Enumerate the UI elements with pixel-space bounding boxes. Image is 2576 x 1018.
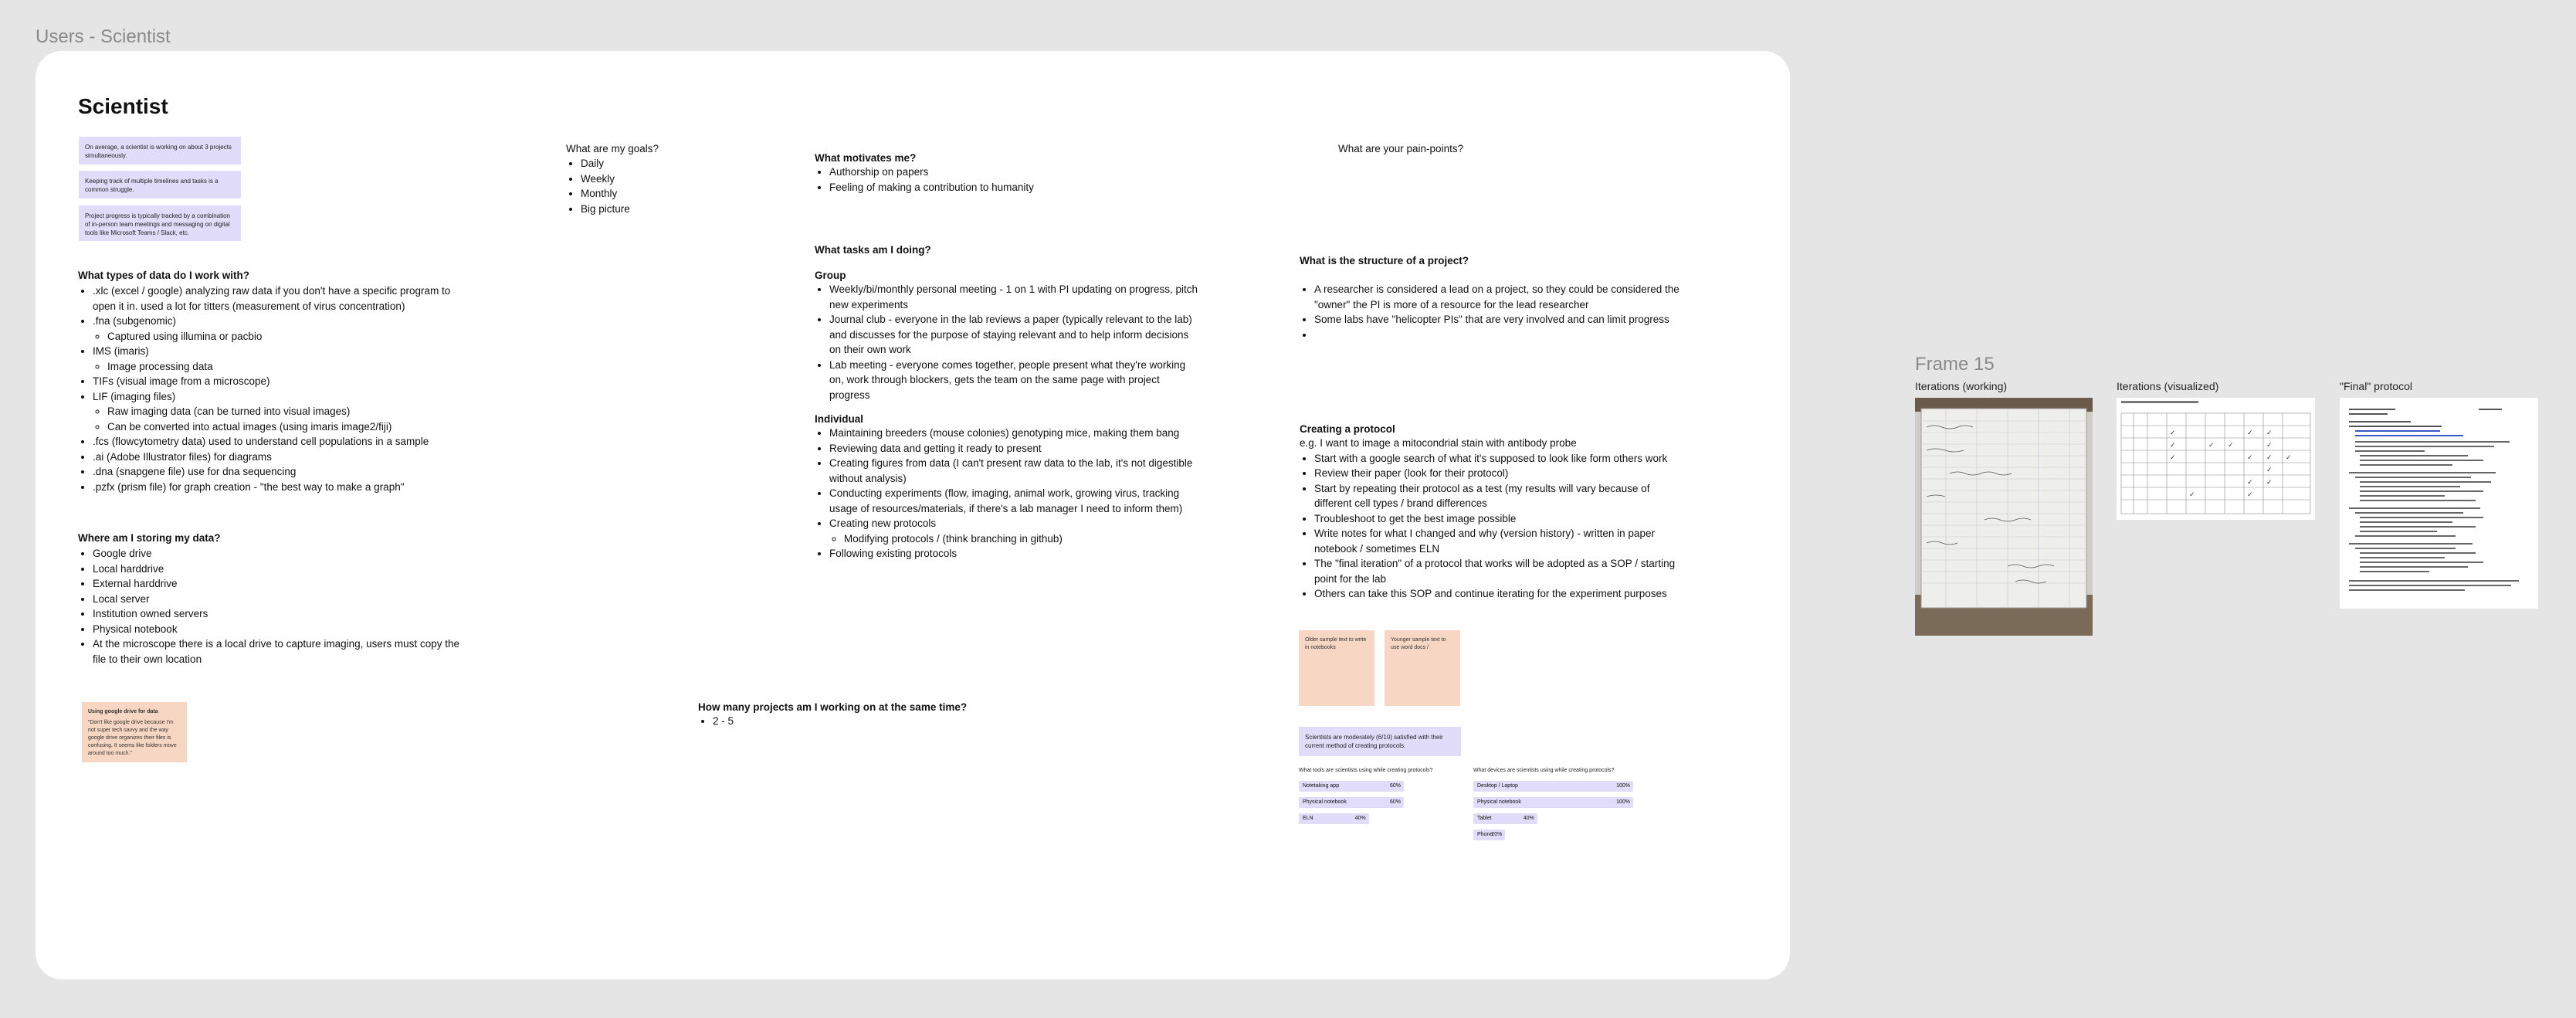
projects-count-list [698,714,967,729]
survey-devices-chart [1473,781,1633,840]
svg-text:✓: ✓ [2189,491,2195,499]
data-types-list [78,283,464,494]
structure-heading: What is the structure of a project? [1300,255,1469,266]
list-item: • .pzfx (prism file) for graph creation - "the best way to make a graph" [93,480,464,495]
sticky-google-drive[interactable] [82,702,187,762]
persona-title: Scientist [78,94,168,118]
list-item: • Weekly/bi/monthly personal meeting - 1 on 1 with PI updating on progress, pitch new experiments [829,282,1201,312]
protocol-section [1300,423,1686,602]
list-item: • External harddrive [93,576,464,592]
group-list [815,282,1201,402]
survey-tools-title: What tools are scientists using while creating protocols? [1299,768,1433,773]
bar-notetaking-app: Notetaking app 60% [1299,781,1404,792]
list-item: ◦ Captured using illumina or pacbio [107,329,464,344]
structure-list [1300,282,1686,342]
list-item: • Big picture [581,202,659,217]
bar-tablet: Tablet 40% [1473,813,1537,824]
sticky-note[interactable]: Project progress is typically tracked by a combination of in-person team meetings and messaging on digital tools like Microsoft Teams / Slack, etc. [79,205,241,241]
bar-phone: Phone 20% [1473,830,1505,840]
goals-section [566,143,659,216]
list-item: ◦ Can be converted into actual images (using imaris image2/fiji) [107,419,464,435]
list-item: • Start with a google search of what it's supposed to look like form others work [1314,451,1686,467]
sticky-body: "Don't like google drive because I'm not super tech savvy and the way google drive organizes their files is confusing. It seems like folders move around too much." [88,720,177,756]
sticky-note[interactable]: Older sample text to write in notebooks [1299,630,1374,706]
satisfaction-sticky[interactable]: Scientists are moderately (6/10) satisfied with their current method of creating protocols. [1299,727,1461,756]
list-item: • Local harddrive [93,562,464,577]
list-item: • Review their paper (look for their protocol) [1314,466,1686,481]
individual-list [815,426,1201,562]
final-protocol-image[interactable] [2340,398,2538,609]
goals-heading: What are my goals? [566,143,659,154]
list-item: • .fcs (flowcytometry data) used to understand cell populations in a sample [93,434,464,450]
list-item: • Creating figures from data (I can't present raw data to the lab, it's not digestible without analysis) [829,456,1201,486]
protocol-intro: e.g. I want to image a mitocondrial stain with antibody probe [1300,437,1577,449]
list-item: • Creating new protocols ◦ Modifying protocols / (think branching in github) [829,516,1201,546]
bar-physical-notebook: Physical notebook 100% [1473,797,1633,808]
svg-text:✓: ✓ [2266,479,2273,487]
sticky-note[interactable]: Younger sample text to use word docs / [1385,630,1460,706]
list-item: • Authorship on papers [829,165,1034,180]
list-item: • IMS (imaris) ◦ Image processing data [93,344,464,374]
list-item: • Lab meeting - everyone comes together, people present what they're working on, work through blockers, gets the team on the same page with project progress [829,358,1201,403]
storage-heading: Where am I storing my data? [78,532,221,544]
svg-text:✓: ✓ [2170,442,2176,450]
structure-section [1300,255,1686,342]
list-item: • .xlc (excel / google) analyzing raw data if you don't have a specific program to open it in. used a lot for titters (measurement of virus concentration) [93,283,464,314]
list-item: • Others can take this SOP and continue iterating for the experiment purposes [1314,586,1686,602]
scientist-persona-card [36,51,1790,979]
svg-text:✓: ✓ [2266,429,2273,437]
motivates-list [815,165,1034,195]
svg-text:✓: ✓ [2247,454,2253,462]
list-item: • Start by repeating their protocol as a test (my results will vary because of different cell types / brand differences [1314,481,1686,511]
pain-points-heading: What are your pain-points? [1338,143,1464,154]
sticky-title: Using google drive for data [88,709,158,714]
protocol-list [1300,451,1686,602]
list-item: • 2 - 5 [713,714,967,729]
frame15-label[interactable]: Frame 15 [1915,354,1995,375]
motivates-section [815,152,1034,195]
svg-text:✓: ✓ [2170,429,2176,437]
iterations-visualized-label: Iterations (visualized) [2117,380,2219,392]
list-item: ◦ Raw imaging data (can be turned into visual images) [107,404,464,419]
iterations-visualized-image[interactable] [2117,398,2315,520]
survey-tools-chart [1299,781,1407,824]
bar-physical-notebook: Physical notebook 60% [1299,797,1404,808]
frame-label[interactable]: Users - Scientist [36,26,171,47]
svg-text:✓: ✓ [2170,454,2176,462]
list-item: • Feeling of making a contribution to humanity [829,180,1034,195]
list-item: • .ai (Adobe Illustrator files) for diagrams [93,450,464,465]
svg-text:✓: ✓ [2266,467,2273,474]
list-item: ◦ Image processing data [107,359,464,375]
svg-text:✓: ✓ [2208,442,2215,450]
list-item: • Daily [581,156,659,171]
list-item: • Google drive [93,546,464,562]
list-item: • Write notes for what I changed and why (version history) - written in paper notebook / sometimes ELN [1314,526,1686,556]
list-item: • Physical notebook [93,622,464,637]
list-item: • TIFs (visual image from a microscope) [93,374,464,389]
svg-text:✓: ✓ [2247,479,2253,487]
table-icon [2117,398,2315,520]
goals-list [566,156,659,216]
svg-text:✓: ✓ [2266,442,2273,450]
iterations-working-label: Iterations (working) [1915,380,2008,392]
list-item: • Local server [93,592,464,607]
svg-text:✓: ✓ [2286,454,2292,462]
svg-text:✓: ✓ [2247,429,2253,437]
motivates-heading: What motivates me? [815,152,917,164]
individual-heading: Individual [815,413,864,425]
notebook-photo-icon [1915,398,2093,636]
list-item: • Monthly [581,186,659,202]
survey-devices-title: What devices are scientists using while creating protocols? [1473,768,1615,773]
list-item: • Weekly [581,171,659,187]
svg-text:✓: ✓ [2266,454,2273,462]
tasks-section [815,244,1201,562]
data-types-section [78,270,464,494]
list-item: • .fna (subgenomic) ◦ Captured using illumina or pacbio [93,314,464,344]
list-item: • Some labs have "helicopter PIs" that are very involved and can limit progress [1314,312,1686,327]
svg-text:✓: ✓ [2247,491,2253,499]
document-icon [2340,398,2538,609]
sticky-note[interactable]: Keeping track of multiple timelines and tasks is a common struggle. [79,171,241,199]
list-item: • The "final iteration" of a protocol that works will be adopted as a SOP / starting point for the lab [1314,556,1686,586]
list-item: • LIF (imaging files) ◦ Raw imaging data (can be turned into visual images) ◦ Can be converted into actual images (using imaris image2/fiji) [93,389,464,435]
list-item [1314,327,1686,343]
tasks-heading: What tasks am I doing? [815,244,931,256]
list-item: • At the microscope there is a local drive to capture imaging, users must copy the file to their own location [93,636,464,667]
list-item: • .dna (snapgene file) use for dna sequencing [93,464,464,480]
projects-count-heading: How many projects am I working on at the same time? [698,701,968,713]
list-item: • Following existing protocols [829,546,1201,562]
final-protocol-label: "Final" protocol [2340,380,2412,392]
list-item: • Maintaining breeders (mouse colonies) genotyping mice, making them bang [829,426,1201,441]
projects-count-section [698,701,967,729]
storage-section [78,532,464,667]
list-item: • Institution owned servers [93,606,464,622]
list-item: • Troubleshoot to get the best image possible [1314,511,1686,527]
list-item: • Journal club - everyone in the lab reviews a paper (typically relevant to the lab) and discusses for the purpose of staying relevant and to help inform decisions on their own work [829,312,1201,358]
storage-list [78,546,464,667]
list-item: • Reviewing data and getting it ready to present [829,441,1201,456]
sticky-note[interactable]: On average, a scientist is working on about 3 projects simultaneously. [79,137,241,165]
data-types-heading: What types of data do I work with? [78,270,250,281]
bar-eln: ELN 40% [1299,813,1369,824]
bar-desktop-laptop: Desktop / Laptop 100% [1473,781,1633,792]
list-item: • Conducting experiments (flow, imaging, animal work, growing virus, tracking usage of resources/materials, if there's a lab manager I need to inform them) [829,486,1201,516]
list-item: ◦ Modifying protocols / (think branching in github) [844,531,1201,547]
notebook-photo-image[interactable] [1915,398,2093,636]
protocol-heading: Creating a protocol [1300,423,1395,435]
group-heading: Group [815,270,846,281]
list-item: • A researcher is considered a lead on a project, so they could be considered the "owner" the PI is more of a resource for the lead researcher [1314,282,1686,312]
svg-text:✓: ✓ [2228,442,2234,450]
